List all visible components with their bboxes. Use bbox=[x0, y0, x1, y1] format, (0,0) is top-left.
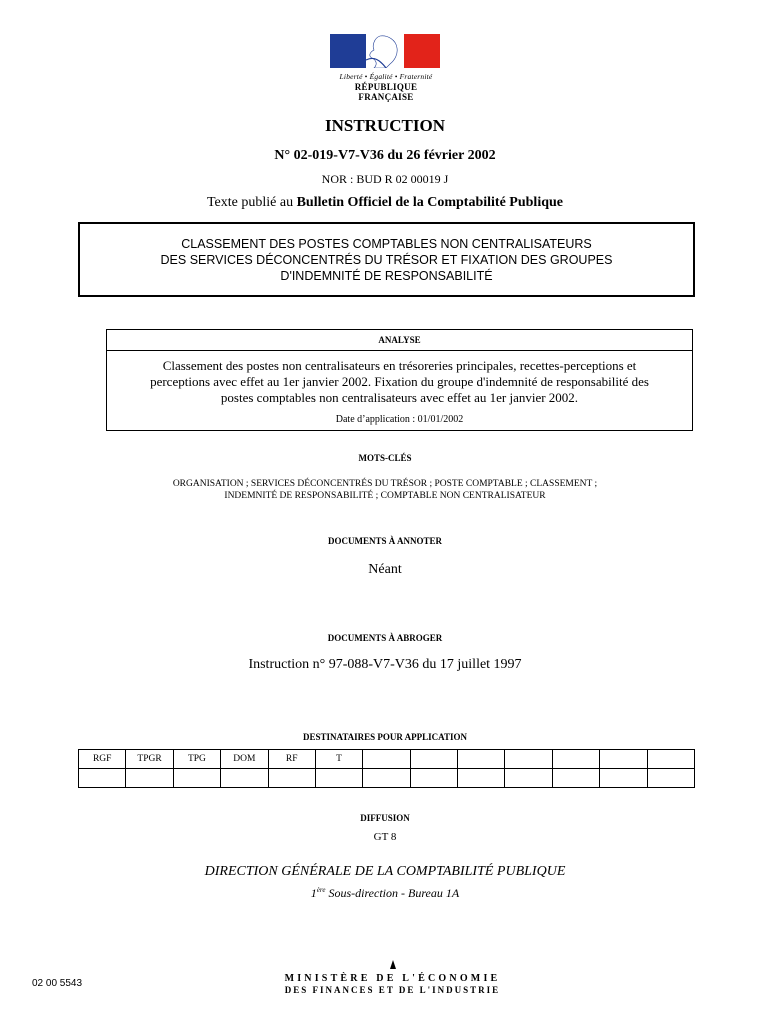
publication-bulletin: Bulletin Officiel de la Comptabilité Publique bbox=[296, 195, 563, 210]
mots-cles-heading: MOTS-CLÉS bbox=[358, 453, 412, 463]
destinataires-value-row bbox=[79, 769, 695, 788]
dest-col-2: TPGR bbox=[126, 750, 173, 769]
instruction-number: N° 02-019-V7-V36 du 26 février 2002 bbox=[274, 148, 496, 163]
direction-generale: DIRECTION GÉNÉRALE DE LA COMPTABILITÉ PUBLIQUE bbox=[204, 864, 566, 879]
dest-cell bbox=[126, 769, 173, 788]
dest-col-5: RF bbox=[268, 750, 315, 769]
document-code: 02 00 5543 bbox=[32, 978, 83, 989]
mots-cles-list bbox=[0, 478, 770, 502]
flag-white-band bbox=[366, 34, 404, 68]
dest-col-8 bbox=[410, 750, 457, 769]
nor-reference: NOR : BUD R 02 00019 J bbox=[321, 172, 449, 186]
sous-direction bbox=[0, 886, 770, 901]
sous-direction-text: Sous-direction - Bureau 1A bbox=[325, 886, 460, 900]
dest-cell bbox=[315, 769, 362, 788]
dest-col-1: RGF bbox=[79, 750, 126, 769]
marianne-profile-icon bbox=[366, 34, 404, 68]
dest-cell bbox=[505, 769, 552, 788]
dest-cell bbox=[600, 769, 647, 788]
dest-cell bbox=[647, 769, 695, 788]
ministere-line-2: DES FINANCES ET DE L'INDUSTRIE bbox=[284, 985, 501, 995]
dest-col-9 bbox=[458, 750, 505, 769]
sous-direction-number: 1 bbox=[310, 886, 317, 900]
analyse-box bbox=[106, 329, 693, 431]
mots-cles-line-1: ORGANISATION ; SERVICES DÉCONCENTRÉS DU TRÉSOR ; POSTE COMPTABLE ; CLASSEMENT ; bbox=[172, 479, 598, 489]
ministere-line-1: MINISTÈRE DE L'ÉCONOMIE bbox=[284, 973, 501, 984]
sous-direction-sup: ère bbox=[316, 886, 326, 894]
dest-col-12 bbox=[600, 750, 647, 769]
dest-cell bbox=[458, 769, 505, 788]
documents-annoter-value: Néant bbox=[368, 562, 402, 577]
documents-abroger-value: Instruction n° 97-088-V7-V36 du 17 juillet 1997 bbox=[248, 657, 522, 672]
dest-col-3: TPG bbox=[173, 750, 220, 769]
diffusion-value: GT 8 bbox=[373, 831, 397, 843]
subject-line-3: D'INDEMNITÉ DE RESPONSABILITÉ bbox=[280, 269, 493, 283]
destinataires-table bbox=[78, 749, 695, 788]
subject-line-1: CLASSEMENT DES POSTES COMPTABLES NON CENTRALISATEURS bbox=[181, 237, 592, 251]
destinataires-heading: DESTINATAIRES POUR APPLICATION bbox=[302, 732, 468, 742]
dest-col-6: T bbox=[315, 750, 362, 769]
dest-cell bbox=[173, 769, 220, 788]
dest-cell bbox=[221, 769, 268, 788]
dest-cell bbox=[268, 769, 315, 788]
dest-cell bbox=[552, 769, 599, 788]
application-date: Date d’application : 01/01/2002 bbox=[335, 414, 464, 425]
subject-line-2: DES SERVICES DÉCONCENTRÉS DU TRÉSOR ET FIXATION DES GROUPES bbox=[160, 253, 613, 267]
documents-abroger-heading: DOCUMENTS À ABROGER bbox=[327, 633, 443, 643]
destinataires-header-row bbox=[79, 750, 695, 769]
dest-col-13 bbox=[647, 750, 695, 769]
analyse-text bbox=[107, 351, 692, 406]
ministere-mark-icon bbox=[390, 960, 396, 969]
analyse-line-1: Classement des postes non centralisateurs en trésoreries principales, recettes-perceptions et bbox=[162, 358, 637, 373]
dest-cell bbox=[363, 769, 410, 788]
publication-prefix: Texte publié au bbox=[206, 195, 297, 210]
analyse-line-2: perceptions avec effet au 1er janvier 2002. Fixation du groupe d'indemnité de responsabilité des bbox=[150, 374, 649, 389]
analyse-heading: ANALYSE bbox=[107, 330, 692, 351]
document-title: INSTRUCTION bbox=[325, 116, 445, 135]
diffusion-heading: DIFFUSION bbox=[360, 813, 410, 823]
dest-cell bbox=[79, 769, 126, 788]
logo-motto: Liberté • Égalité • Fraternité bbox=[339, 72, 433, 81]
ministere-logo bbox=[280, 960, 505, 995]
mots-cles-line-2: INDEMNITÉ DE RESPONSABILITÉ ; COMPTABLE NON CENTRALISATEUR bbox=[224, 491, 546, 501]
flag-blue-band bbox=[330, 34, 366, 68]
publication-line bbox=[0, 195, 770, 211]
marianne-flag-emblem bbox=[330, 34, 440, 68]
republique-francaise-logo bbox=[330, 34, 442, 102]
flag-red-band bbox=[404, 34, 440, 68]
dest-col-7 bbox=[363, 750, 410, 769]
documents-annoter-heading: DOCUMENTS À ANNOTER bbox=[327, 536, 442, 546]
dest-col-10 bbox=[505, 750, 552, 769]
dest-cell bbox=[410, 769, 457, 788]
logo-republique: RÉPUBLIQUE FRANÇAISE bbox=[354, 82, 418, 102]
analyse-line-3: postes comptables non centralisateurs avec effet au 1er janvier 2002. bbox=[220, 390, 579, 405]
dest-col-11 bbox=[552, 750, 599, 769]
dest-col-4: DOM bbox=[221, 750, 268, 769]
subject-box bbox=[78, 222, 695, 297]
